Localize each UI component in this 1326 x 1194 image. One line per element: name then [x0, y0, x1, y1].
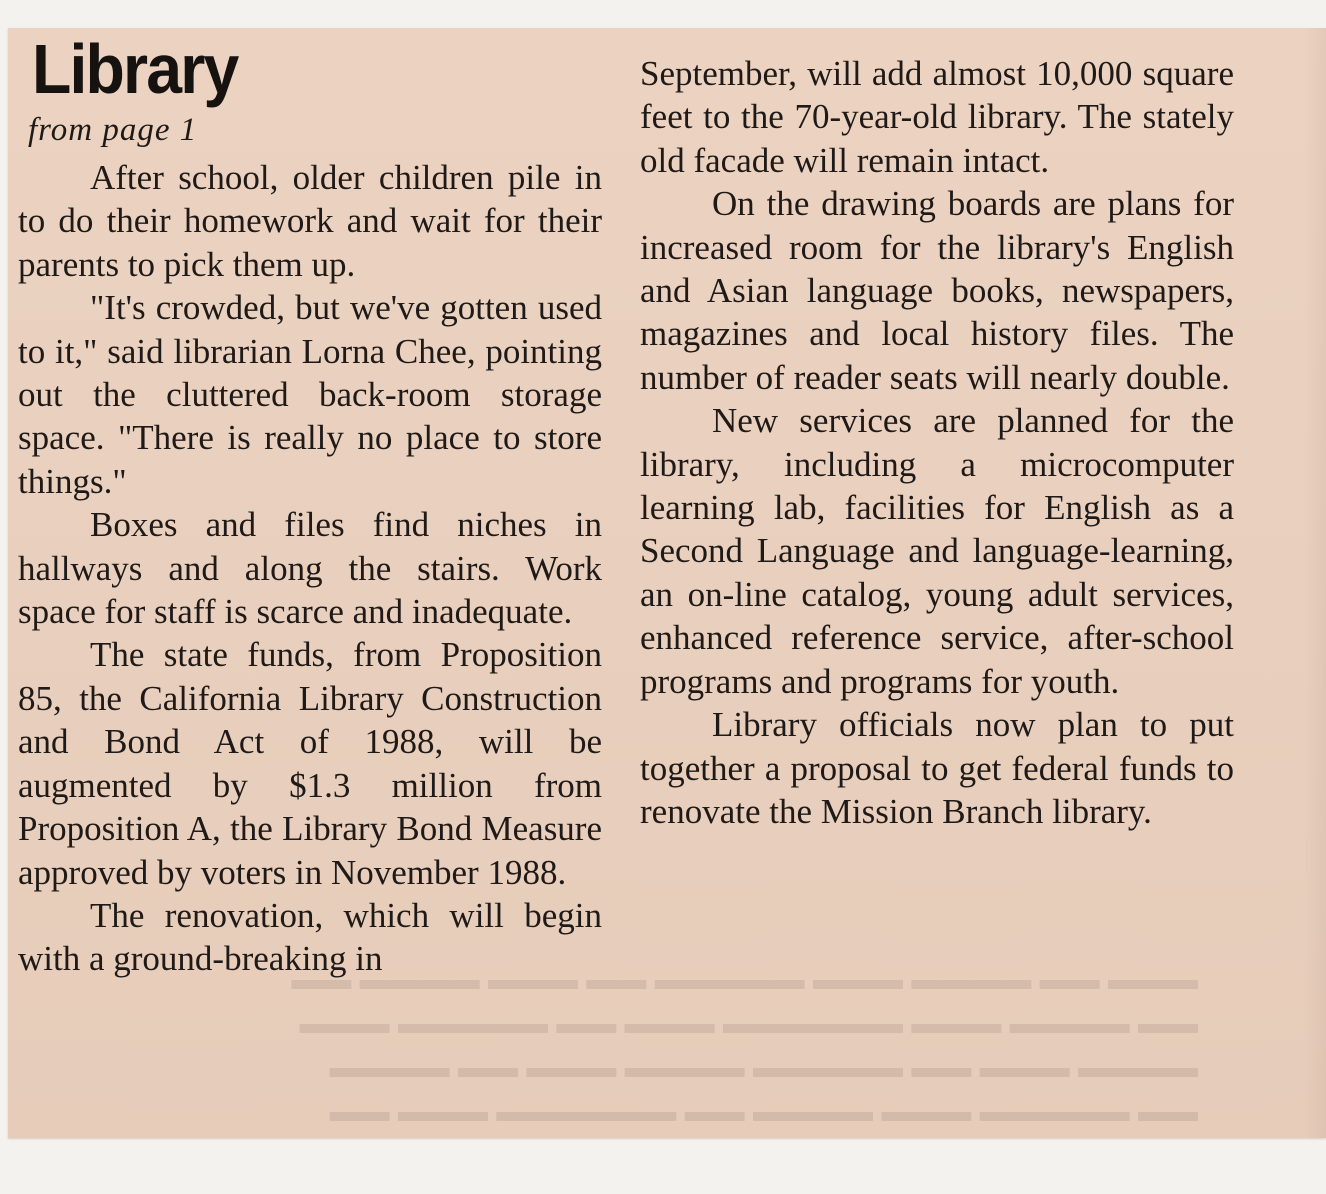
paragraph: The state funds, from Proposition 85, the California Library Construction and Bond Act of 1988, will be augmented by $1.3 million from Proposition A, the Library Bond Measure approved by voters in November 1988. — [18, 635, 602, 892]
paragraph: Boxes and files find niches in hallways and along the stairs. Work space for staff is scarce and inadequate. — [18, 505, 602, 632]
left-column-text — [18, 156, 602, 981]
right-column-text — [640, 52, 1234, 833]
paragraph-continued: September, will add almost 10,000 square feet to the 70-year-old library. The stately old facade will remain intact. — [640, 54, 1234, 180]
paragraph: On the drawing boards are plans for increased room for the library's English and Asian language books, newspapers, magazines and local history files. The number of reader seats will nearly double. — [640, 184, 1234, 397]
show-through-texture: ▬▬▬ ▬▬ ▬▬▬▬ ▬▬▬ ▬▬▬▬▬ ▬▬ ▬▬▬ ▬▬▬▬ ▬▬ ▬▬ ▬▬▬▬ ▬▬▬ ▬▬▬▬▬▬ ▬▬▬ ▬▬ ▬▬▬▬▬ ▬▬▬ ▬▬▬▬ ▬▬▬ ▬▬ ▬▬▬▬▬ ▬▬▬▬ ▬▬▬ ▬▬ ▬▬▬▬ ▬▬ ▬▬▬▬▬ ▬▬▬ ▬▬▬▬ ▬▬ ▬▬▬▬▬▬ ▬▬▬ ▬▬ — [291, 963, 1198, 1128]
paragraph: Library officials now plan to put together a proposal to get federal funds to renovate the Mission Branch library. — [640, 705, 1234, 831]
headline: Library — [32, 30, 238, 108]
paragraph: New services are planned for the library, including a microcomputer learning lab, facilities for English as a Second Language and language-learning, an on-line catalog, young adult services, enhanced reference service, after-school programs and programs for youth. — [640, 401, 1234, 701]
clipping-edge — [1304, 28, 1326, 1138]
paragraph: "It's crowded, but we've gotten used to it," said librarian Lorna Chee, pointing out the cluttered back-room storage space. "There is really no place to store things." — [18, 288, 602, 501]
jump-line: from page 1 — [28, 112, 198, 148]
right-column — [640, 52, 1234, 833]
paragraph: The renovation, which will begin with a ground-breaking in — [18, 895, 602, 979]
paragraph: After school, older children pile in to do their homework and wait for their parents to pick them up. — [18, 158, 602, 284]
left-column — [18, 30, 602, 981]
